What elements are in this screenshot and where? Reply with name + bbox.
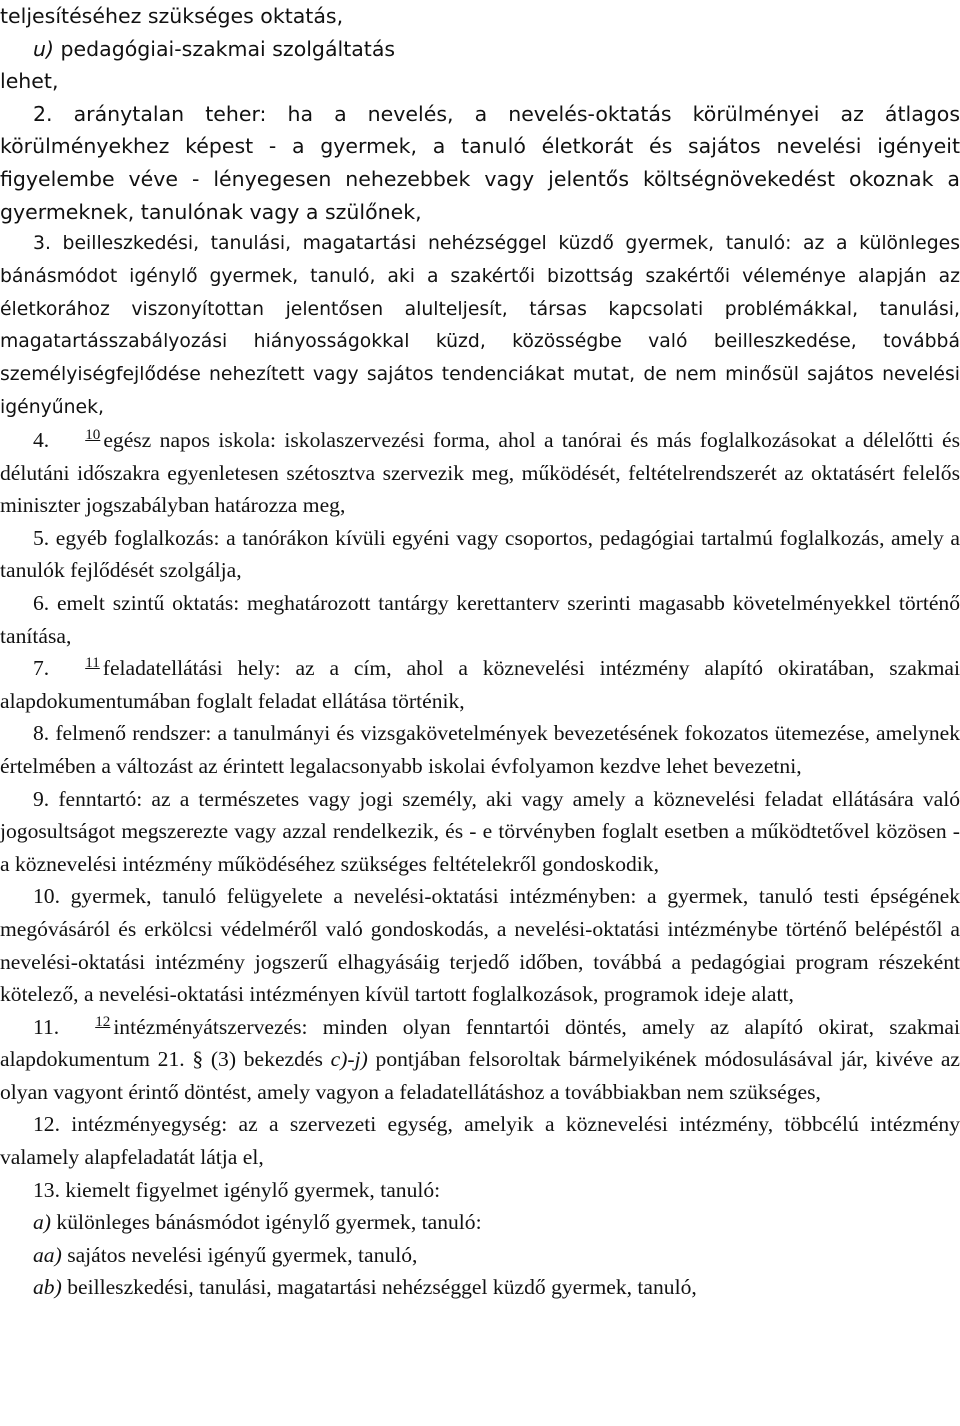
- definition-10: 10. gyermek, tanuló felügyelete a nevelési-oktatási intézményben: a gyermek, tanuló testi épségének megóvásáról és erkölcsi védelméről való gondoskodás, a nevelési-oktatási intézménybe történő belépéstől a nevelési-oktatási intézmény jogszerű elhagyásáig terjedő időben, továbbá a pedagógiai program részeként kötelező, a nevelési-oktatási intézményen kívül tartott foglalkozások, programok ideje alatt,: [0, 884, 960, 1007]
- item-letter: u): [33, 36, 54, 61]
- text-block-upper: [0, 0, 960, 228]
- sub-item-a: a) különleges bánásmódot igénylő gyermek, tanuló:: [33, 1210, 482, 1235]
- paragraph-continuation: teljesítéséhez szükséges oktatás,: [0, 4, 344, 28]
- footnote-link-10[interactable]: 10: [85, 427, 101, 443]
- definition-12: 12. intézményegység: az a szervezeti egység, amelyik a köznevelési intézmény, többcélú intézmény valamely alapfeladatát látja el,: [0, 1112, 960, 1170]
- footnote-link-11[interactable]: 11: [85, 655, 100, 672]
- item-letter: a): [33, 1210, 51, 1235]
- text-block-lower: [0, 424, 960, 1304]
- item-letter: ab): [33, 1275, 62, 1300]
- definition-5: 5. egyéb foglalkozás: a tanórákon kívüli egyéni vagy csoportos, pedagógiai tartalmú foglalkozás, amely a tanulók fejlődését szolgálja,: [0, 525, 960, 583]
- definition-6: 6. emelt szintű oktatás: meghatározott tantárgy kerettanterv szerinti magasabb követelményekkel történő tanítása,: [0, 590, 960, 648]
- definition-8: 8. felmenő rendszer: a tanulmányi és vizsgakövetelmények bevezetésének fokozatos ütemezése, amelynek értelmében a változást az érintett legalacsonyabb iskolai évfolyamon kezdve lehet bevezetni,: [0, 721, 960, 778]
- definition-11: 11. 12 intézményátszervezés: minden olyan fenntartói döntés, amely az alapító okirat, szakmai alapdokumentum 21. § (3) bekezdés c)-j) pontjában felsoroltak bármelyikének módosulásával jár, kivéve az olyan vagyont érintő döntést, amely vagyon a feladatellátáshoz a továbbiakban nem szükséges,: [0, 1013, 960, 1104]
- footnote-link-12[interactable]: 12: [95, 1013, 111, 1030]
- list-item-u: u) pedagógiai-szakmai szolgáltatás: [33, 36, 396, 61]
- definition-7: 7. 11 feladatellátási hely: az a cím, ahol a köznevelési intézmény alapító okiratában, szakmai alapdokumentumában foglalt feladat ellátása történik,: [0, 655, 960, 713]
- definition-3: 3. beilleszkedési, tanulási, magatartási nehézséggel küzdő gyermek, tanuló: az a különleges bánásmódot igénylő gyermek, tanuló, aki a szakértői bizottság szakértői véleménye alapján az életkorához viszonyítottan jelentősen alulteljesít, társas kapcsolati problémákkal, tanulási, magatartásszabályozási hiányosságokkal küzd, közösségbe való beilleszkedése, továbbá személyiségfejlődése nehezített vagy sajátos tendenciákat mutat, de nem minősül sajátos nevelési igényűnek,: [0, 233, 960, 418]
- paragraph-continuation: lehet,: [0, 69, 59, 94]
- definition-2: 2. aránytalan teher: ha a nevelés, a nevelés-oktatás körülményei az átlagos körülményekhez képest - a gyermek, a tanuló életkorát és sajátos nevelési igényeit figyelembe véve - lényegesen nehezebbek vagy jelentős költségnövekedést okoznak a gyermeknek, tanulónak vagy a szülőnek,: [0, 101, 960, 224]
- definition-9: 9. fenntartó: az a természetes vagy jogi személy, aki vagy amely a köznevelési feladat ellátására való jogosultságot megszerezte vagy azzal rendelkezik, és - e törvényben foglalt esetben a működtetővel közösen - a köznevelési intézmény működéséhez szükséges feltételekről gondoskodik,: [0, 786, 960, 876]
- point-range: c)-j): [330, 1047, 368, 1072]
- definition-4: 4. 10 egész napos iskola: iskolaszervezési forma, ahol a tanórai és más foglalkozásokat a délelőtti és délutáni időszakra egyenletesen szétosztva szervezik meg, működését, feltételrendszerét az oktatásért felelős miniszter jogszabályban határozza meg,: [0, 427, 960, 518]
- definition-13: 13. kiemelt figyelmet igénylő gyermek, tanuló:: [33, 1177, 441, 1202]
- sub-item-ab: ab) beilleszkedési, tanulási, magatartási nehézséggel küzdő gyermek, tanuló,: [33, 1275, 697, 1300]
- text-block-middle: [0, 228, 960, 425]
- sub-item-aa: aa) sajátos nevelési igényű gyermek, tanuló,: [33, 1242, 418, 1267]
- item-letter: aa): [33, 1242, 62, 1267]
